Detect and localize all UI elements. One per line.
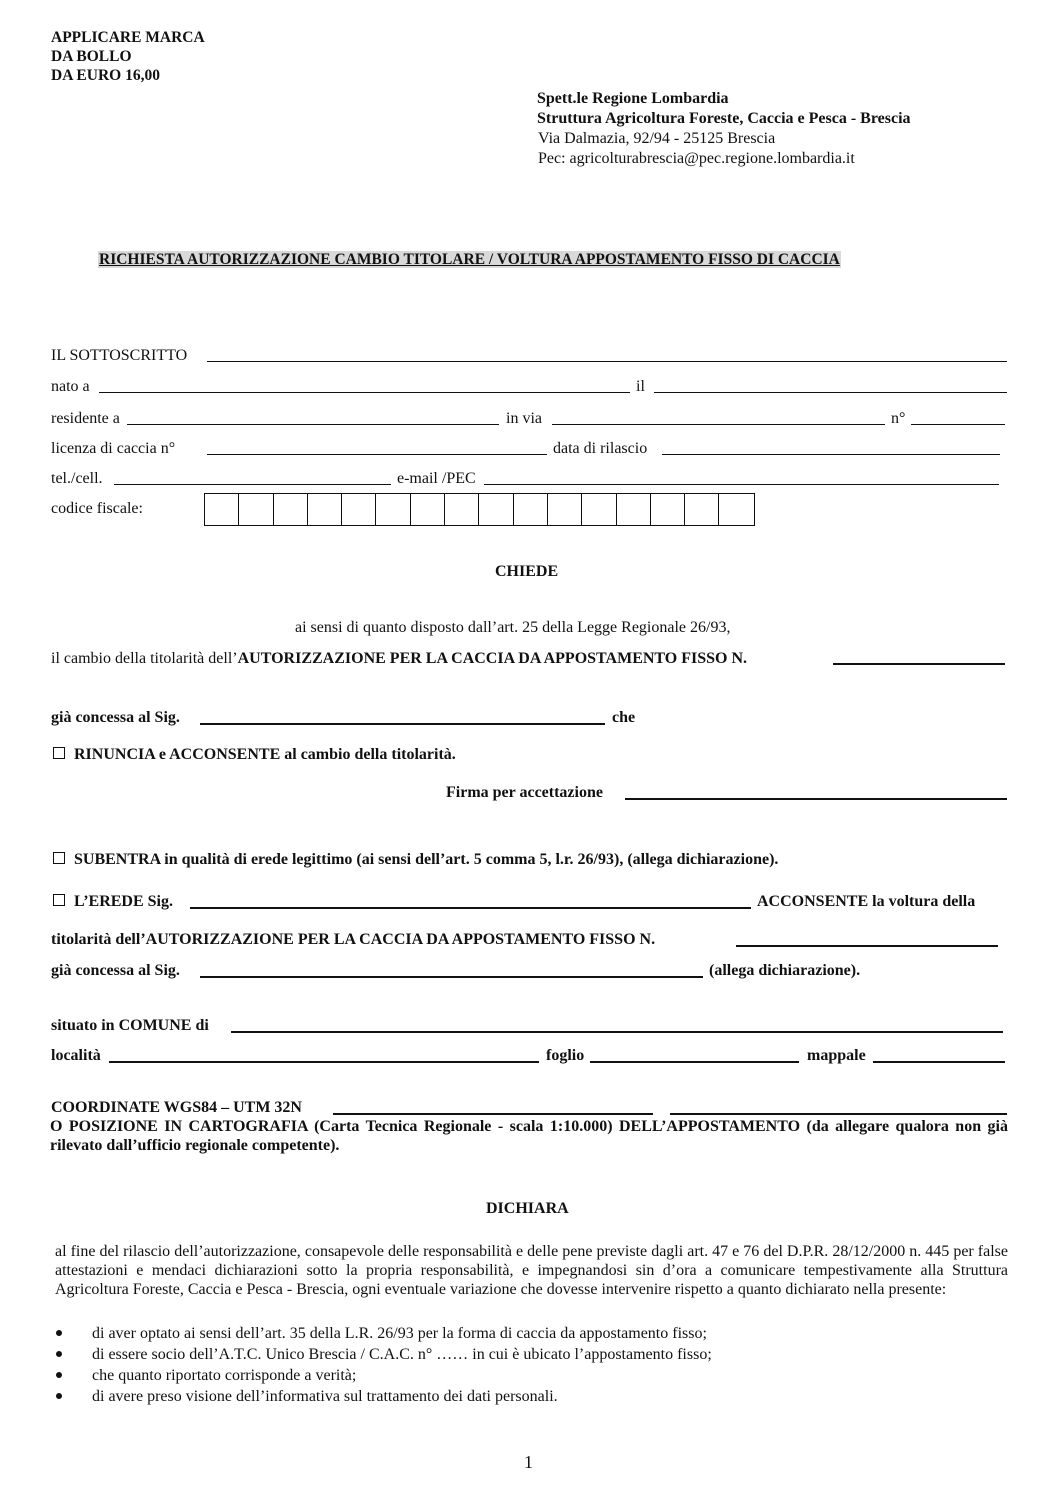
tax-code-cell[interactable] <box>651 494 685 525</box>
in-via-label: in via <box>506 410 542 427</box>
bullet-icon <box>56 1372 62 1378</box>
declaration-text: di essere socio dell’A.T.C. Unico Brescia / C.A.C. n° …… in cui è ubicato l’appostamento fisso; <box>92 1346 712 1363</box>
cambio-authorization: AUTORIZZAZIONE PER LA CACCIA DA APPOSTAMENTO FISSO N. <box>237 650 748 667</box>
street-field[interactable] <box>552 424 885 425</box>
foglio-field[interactable] <box>590 1061 799 1063</box>
email-label: e-mail /PEC <box>397 470 476 487</box>
licence-number-field[interactable] <box>207 454 547 455</box>
gia-concessa-label-2: già concessa al Sig. <box>51 962 180 979</box>
coordinate-y-field[interactable] <box>670 1113 1007 1115</box>
tax-code-cell[interactable] <box>308 494 342 525</box>
tax-code-cell[interactable] <box>582 494 616 525</box>
recipient-line: Struttura Agricoltura Foreste, Caccia e Pesca - Brescia <box>537 110 911 127</box>
declaration-item <box>50 1366 356 1385</box>
phone-field[interactable] <box>114 484 391 485</box>
sottoscritto-field[interactable] <box>207 361 1007 362</box>
tel-label: tel./cell. <box>51 470 103 487</box>
ai-sensi-text: ai sensi di quanto disposto dall’art. 25 della Legge Regionale 26/93, <box>295 619 731 636</box>
residente-label: residente a <box>51 410 120 427</box>
authorization-number-field-2[interactable] <box>736 945 998 947</box>
authorization-number-field[interactable] <box>833 663 1005 665</box>
signature-field[interactable] <box>625 798 1007 800</box>
rinuncia-label: RINUNCIA e ACCONSENTE al cambio della titolarità. <box>74 746 456 763</box>
rinuncia-option[interactable] <box>53 745 456 764</box>
cambio-line <box>51 649 747 668</box>
subentra-checkbox[interactable] <box>53 852 65 864</box>
bullet-icon <box>56 1351 62 1357</box>
coordinate-label: COORDINATE WGS84 – UTM 32N <box>51 1099 302 1116</box>
stamp-notice <box>51 28 205 85</box>
allega-label: (allega dichiarazione). <box>709 962 861 979</box>
mappale-field[interactable] <box>873 1061 1005 1063</box>
tax-code-cell[interactable] <box>239 494 273 525</box>
document-title-wrap <box>98 250 841 269</box>
recipient-line: Via Dalmazia, 92/94 - 25125 Brescia <box>538 130 776 147</box>
dichiara-heading: DICHIARA <box>486 1200 569 1217</box>
posizione-text: O POSIZIONE IN CARTOGRAFIA (Carta Tecnica Regionale - scala 1:10.000) DELL’APPOSTAMENTO (da allegare qualora non già rilevato dall’ufficio regionale competente). <box>50 1118 1008 1154</box>
document-title: RICHIESTA AUTORIZZAZIONE CAMBIO TITOLARE / VOLTURA APPOSTAMENTO FISSO DI CACCIA <box>99 251 840 268</box>
gia-concessa-label: già concessa al Sig. <box>51 709 180 726</box>
titolarita-label: titolarità dell’AUTORIZZAZIONE PER LA CACCIA DA APPOSTAMENTO FISSO N. <box>51 931 656 948</box>
sottoscritto-label: IL SOTTOSCRITTO <box>51 347 188 364</box>
page-number: 1 <box>524 1452 533 1472</box>
recipient-address <box>537 89 911 169</box>
declaration-item <box>50 1345 712 1364</box>
data-rilascio-label: data di rilascio <box>553 440 648 457</box>
tax-code-cell[interactable] <box>445 494 479 525</box>
declaration-text: di avere preso visione dell’informativa sul trattamento dei dati personali. <box>92 1388 558 1405</box>
localita-field[interactable] <box>109 1061 539 1063</box>
birthdate-field[interactable] <box>654 392 1007 393</box>
declaration-item <box>50 1387 558 1406</box>
licenza-label: licenza di caccia n° <box>51 440 176 457</box>
subentra-label: SUBENTRA in qualità di erede legittimo (ai sensi dell’art. 5 comma 5, l.r. 26/93), (allega dichiarazione). <box>74 851 779 868</box>
tax-code-grid[interactable] <box>204 493 755 526</box>
erede-option[interactable] <box>53 892 173 911</box>
heir-name-field[interactable] <box>190 907 751 909</box>
localita-label: località <box>51 1047 101 1064</box>
che-label: che <box>612 709 636 726</box>
tax-code-cell[interactable] <box>685 494 719 525</box>
declaration-text: di aver optato ai sensi dell’art. 35 della L.R. 26/93 per la forma di caccia da appostamento fisso; <box>92 1325 707 1342</box>
erede-checkbox[interactable] <box>53 894 65 906</box>
street-number-field[interactable] <box>911 424 1005 425</box>
tax-code-cell[interactable] <box>514 494 548 525</box>
holder-name-field-2[interactable] <box>200 976 703 978</box>
tax-code-cell[interactable] <box>479 494 513 525</box>
issue-date-field[interactable] <box>662 454 1000 455</box>
coordinate-x-field[interactable] <box>333 1113 653 1115</box>
rinuncia-checkbox[interactable] <box>53 747 65 759</box>
situato-label: situato in COMUNE di <box>51 1017 209 1034</box>
dichiara-text: al fine del rilascio dell’autorizzazione, consapevole delle responsabilità e delle pene previste dagli art. 47 e 76 del D.P.R. 28/12/2000 n. 445 per false attestazioni e mendaci dichiarazioni sotto la propria responsabilità, e impegnandosi sin d’ora a comunicare tempestivamente alla Struttura Agricoltura Foreste, Caccia e Pesca - Brescia, ogni eventuale variazione che dovesse intervenire rispetto a quanto dichiarato nella presente: <box>55 1243 1008 1298</box>
tax-code-cell[interactable] <box>719 494 753 525</box>
birthplace-field[interactable] <box>99 392 630 393</box>
erede-label: L’EREDE Sig. <box>74 893 173 910</box>
tax-code-cell[interactable] <box>376 494 410 525</box>
cambio-prefix: il cambio della titolarità dell’ <box>51 650 238 667</box>
nato-a-label: nato a <box>51 378 90 395</box>
tax-code-cell[interactable] <box>411 494 445 525</box>
il-label: il <box>636 378 645 395</box>
declaration-text: che quanto riportato corrisponde a verità; <box>92 1367 357 1384</box>
subentra-option[interactable] <box>53 850 778 869</box>
numero-label: n° <box>891 410 906 427</box>
tax-code-cell[interactable] <box>274 494 308 525</box>
holder-name-field[interactable] <box>200 723 605 725</box>
codice-fiscale-label: codice fiscale: <box>51 500 143 517</box>
tax-code-cell[interactable] <box>548 494 582 525</box>
chiede-heading: CHIEDE <box>495 563 559 580</box>
tax-code-cell[interactable] <box>617 494 651 525</box>
acconsente-label: ACCONSENTE la voltura della <box>757 893 976 910</box>
stamp-line: APPLICARE MARCA <box>51 29 205 46</box>
tax-code-cell[interactable] <box>342 494 376 525</box>
bullet-icon <box>56 1393 62 1399</box>
recipient-line: Pec: agricolturabrescia@pec.regione.lombardia.it <box>538 150 855 167</box>
stamp-line: DA EURO 16,00 <box>51 67 160 84</box>
email-field[interactable] <box>484 484 999 485</box>
mappale-label: mappale <box>807 1047 866 1064</box>
comune-field[interactable] <box>231 1031 1003 1033</box>
residence-field[interactable] <box>127 424 499 425</box>
bullet-icon <box>56 1330 62 1336</box>
foglio-label: foglio <box>546 1047 585 1064</box>
declaration-item <box>50 1324 707 1343</box>
tax-code-cell[interactable] <box>205 494 239 525</box>
recipient-line: Spett.le Regione Lombardia <box>537 90 729 107</box>
firma-label: Firma per accettazione <box>446 784 603 801</box>
stamp-line: DA BOLLO <box>51 48 132 65</box>
